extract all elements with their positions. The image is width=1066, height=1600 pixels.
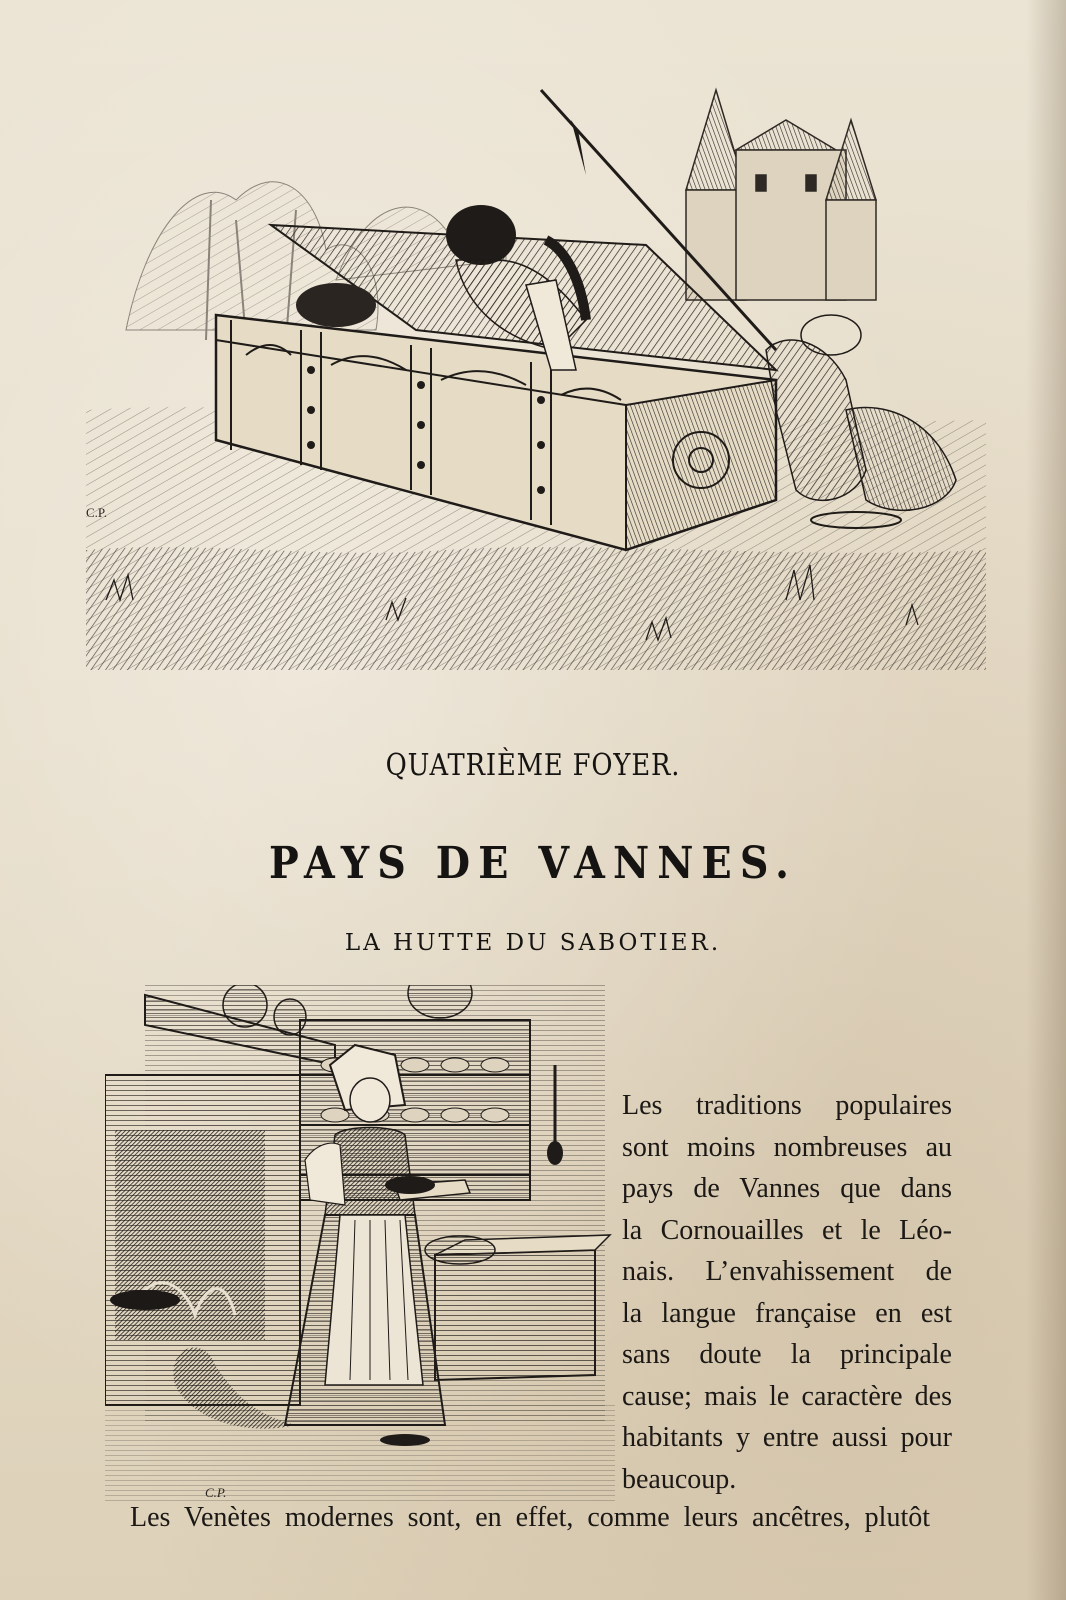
chapter-heading: QUATRIÈME FOYER. [385,748,681,783]
continuation-line: Les Venètes modernes sont, en effet, comme leurs ancêtres, plutôt [130,1502,930,1533]
top-engraving-illustration [86,80,986,670]
text-line: cause; mais le caractère des [622,1380,952,1412]
text-line: sont moins nombreuses au [622,1131,952,1163]
body-paragraph [622,1085,952,1500]
top-engraving-signature: C.P. [86,505,107,520]
text-line: la Cornouailles et le Léo- [622,1214,952,1246]
text-line: beaucoup. [622,1463,737,1495]
page-edge-shadow [1026,0,1066,1600]
text-line: la langue française en est [622,1297,952,1329]
text-line: habitants y entre aussi pour [622,1422,952,1453]
kitchen-scene-engraving-icon [105,985,615,1505]
text-line: nais. L’envahissement de [622,1256,952,1287]
text-line: Les traditions populaires [622,1090,952,1121]
text-line: sans doute la principale [622,1339,952,1370]
chest-scene-engraving-icon [86,80,986,670]
bottom-engraving-signature: C.P. [205,1485,227,1500]
text-line: pays de Vannes que dans [622,1173,952,1204]
bottom-engraving-illustration [105,985,615,1505]
region-title: PAYS DE VANNES. [268,838,798,889]
section-title: LA HUTTE DU SABOTIER. [344,930,722,956]
